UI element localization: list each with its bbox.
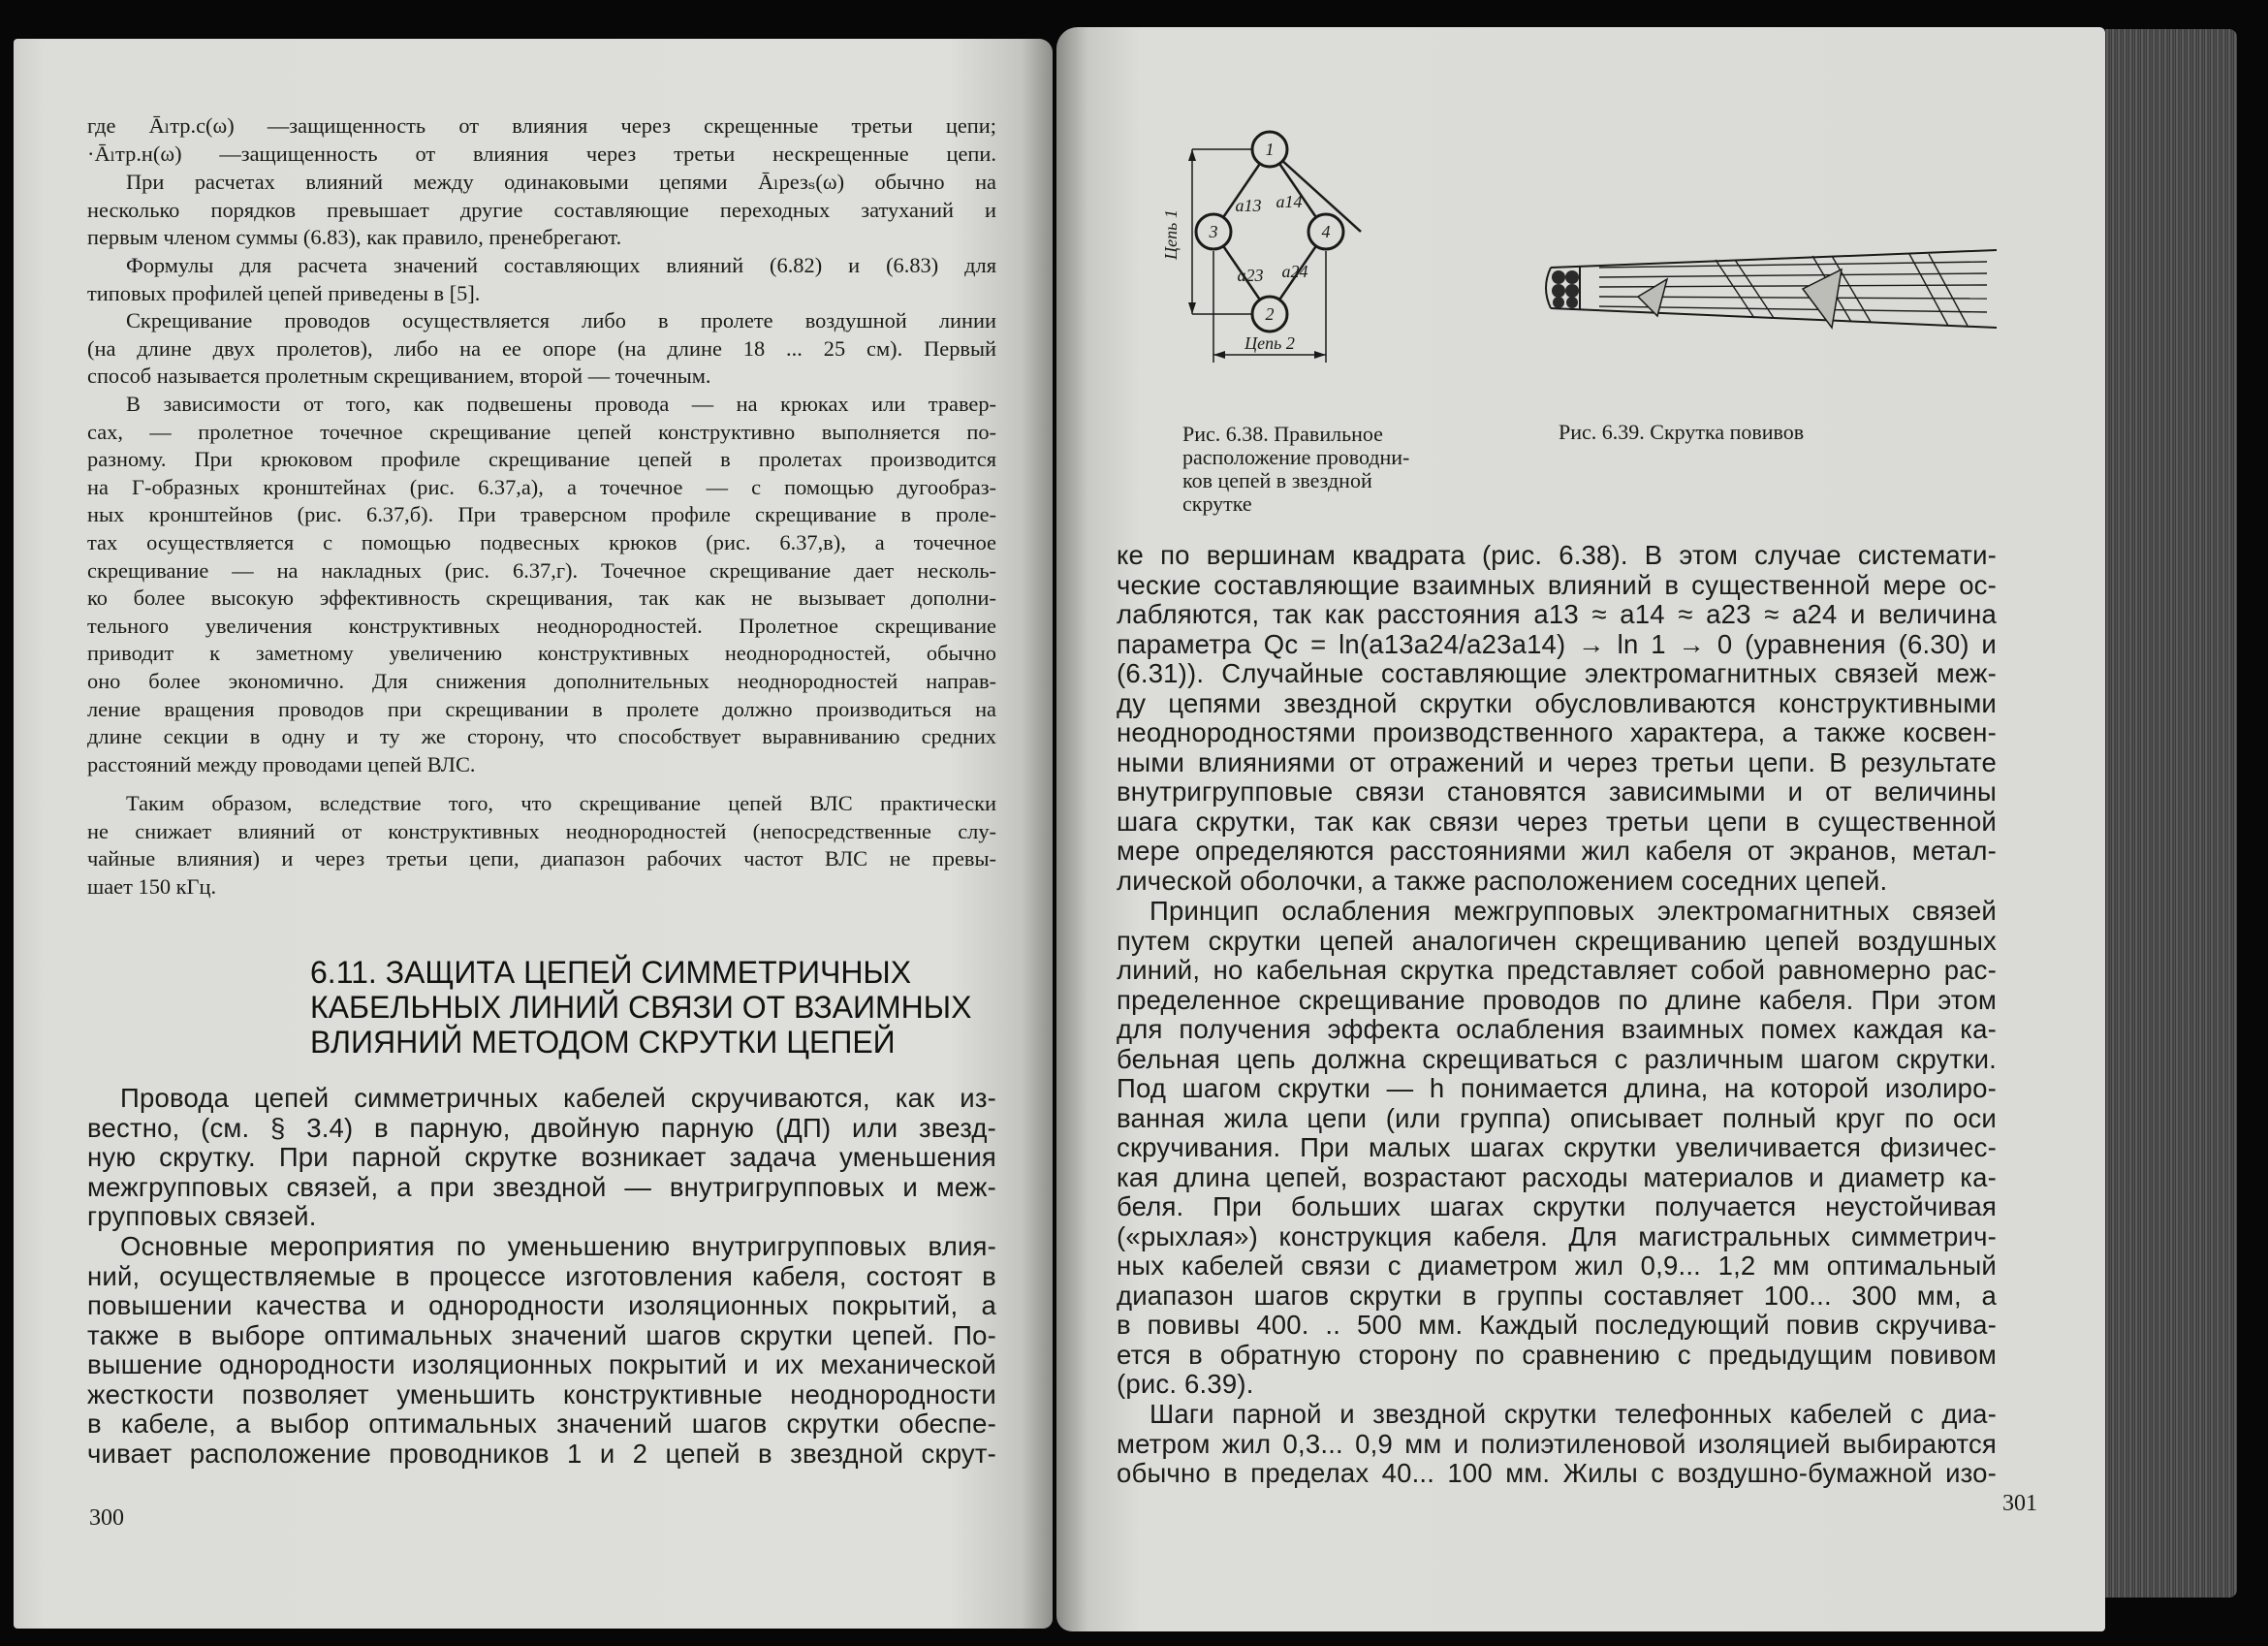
text-line: приводит к заметному увеличению конструктивных неоднородностей, обычно — [87, 641, 996, 666]
text-line: Основные мероприятия по уменьшению внутригрупповых влия- — [120, 1231, 996, 1261]
text-line: способ называется пролетным скрещиванием, второй — точечным. — [87, 364, 711, 389]
caption-line: скрутке — [1182, 491, 1252, 516]
text-line: для получения эффекта ослабления взаимных помех каждая ка- — [1117, 1014, 1997, 1044]
para-top — [87, 112, 996, 168]
distance-label: a14 — [1276, 192, 1303, 211]
text-line: ется в обратную сторону по сравнению с предыдущим повивом — [1117, 1339, 1997, 1370]
text-line: кая длина цепей, возрастают расходы материалов и диаметр ка- — [1117, 1161, 1997, 1192]
book-page-edges — [2105, 29, 2237, 1598]
text-line: Принцип ослабления межгрупповых электромагнитных связей — [1150, 896, 1997, 926]
text-line: обычно в пределах 40... 100 мм. Жилы с воздушно-бумажной изо- — [1117, 1458, 1997, 1488]
para-r2 — [1117, 897, 1997, 1400]
text-line: жесткости позволяет уменьшить конструктивные неоднородности — [87, 1378, 996, 1409]
text-line: внутригрупповые связи становятся зависимыми и от величины — [1117, 776, 1997, 807]
para-7 — [87, 1232, 996, 1469]
text-line: пределенное скрещивание проводов по длине кабеля. При этом — [1117, 984, 1997, 1015]
text-line: длине секции в одну и ту же сторону, что способствует выравниванию средних — [87, 724, 996, 749]
text-line: В зависимости от того, как подвешены провода — на крюках или травер- — [126, 392, 996, 416]
text-line: в повивы 400. .. 500 мм. Каждый последующий повив скручива- — [1117, 1310, 1997, 1340]
distance-label: a24 — [1281, 262, 1308, 281]
para-r3 — [1117, 1400, 1997, 1489]
caption-line: Рис. 6.38. Правильное — [1182, 422, 1383, 446]
text-line: линий, но кабельная скрутка представляет собой равномерно рас- — [1117, 955, 1997, 985]
text-line: чивает расположение проводников 1 и 2 цепей в звездной скрут- — [87, 1438, 996, 1469]
node-label: 1 — [1265, 140, 1275, 159]
heading-line: ВЛИЯНИЙ МЕТОДОМ СКРУТКИ ЦЕПЕЙ — [310, 1025, 896, 1060]
page-number: 301 — [2002, 1491, 2037, 1516]
text-line: типовых профилей цепей приведены в [5]. — [87, 280, 481, 305]
text-line: (рис. 6.39). — [1117, 1369, 1254, 1399]
text-line: мере определяются расстояниями жил кабеля от экранов, метал- — [1117, 836, 1997, 866]
para-1 — [87, 169, 996, 252]
text-line: (на длине двух пролетов), либо на ее опоре (на длине 18 ... 25 см). Первый — [87, 335, 996, 361]
node-label: 3 — [1209, 222, 1218, 241]
text-line: скрещивание — на накладных (рис. 6.37,г). Точечное скрещивание дает несколь- — [87, 557, 996, 583]
text-line: ний, осуществляемые в процессе изготовления кабеля, состоят в — [87, 1260, 996, 1291]
para-r1 — [1117, 541, 1997, 896]
text-line: не снижает влияний от конструктивных неоднородностей (непосредственные слу- — [87, 818, 996, 843]
left-page — [14, 39, 1053, 1629]
text-line: диапазон шагов скрутки в группы составляет 100... 300 мм, а — [1117, 1280, 1997, 1311]
para-3 — [87, 307, 996, 391]
circuit-1-label: Цепь 1 — [1161, 209, 1181, 260]
para-6 — [87, 1084, 996, 1232]
text-line: Провода цепей симметричных кабелей скручиваются, как из- — [120, 1083, 996, 1113]
text-line: тах осуществляется с помощью подвесных крюков (рис. 6.37,в), а точечное — [87, 529, 996, 554]
text-line: ко более высокую эффективность скрещивания, так как не вызывает дополни- — [87, 586, 996, 611]
text-line: ду цепями звездной скрутки обусловливаются конструктивными — [1117, 687, 1997, 718]
text-line: ных кабелей связи с диаметром жил 0,9... 1,2 мм оптимальный — [1117, 1250, 1997, 1281]
text-line: ных кронштейнов (рис. 6.37,б). При траверсном профиле скрещивание в проле- — [87, 502, 996, 527]
text-line: Формулы для расчета значений составляющих влияний (6.82) и (6.83) для — [126, 253, 996, 277]
circuit-2-label: Цепь 2 — [1244, 333, 1295, 353]
caption-line: ков цепей в звездной — [1182, 468, 1372, 492]
text-line: скручивания. При малых шагах скрутки увеличивается физичес- — [1117, 1132, 1997, 1162]
text-line: шага скрутки, так как связи через третьи цепи в существенной — [1117, 806, 1997, 837]
text-line: При расчетах влияний между одинаковыми цепями Āₗрезₛ(ω) обычно на — [126, 170, 996, 194]
text-line: вестно, (см. § 3.4) в парную, двойную парную (ДП) или звезд- — [87, 1112, 996, 1143]
text-line: первым членом суммы (6.83), как правило, пренебрегают. — [87, 225, 622, 250]
text-line: лической оболочки, а также расположением соседних цепей. — [1117, 865, 1888, 896]
page-number: 300 — [89, 1505, 124, 1531]
text-line: также в выборе оптимальных значений шагов скрутки цепей. По- — [87, 1319, 996, 1350]
figure-6-39-caption: Рис. 6.39. Скрутка повивов — [1559, 420, 1805, 444]
text-line: ными влияниями от отражений и через третьи цепи. В результате — [1117, 746, 1997, 777]
text-line: на Г-образных кронштейнах (рис. 6.37,а), а точечное — с помощью дугообраз- — [87, 474, 996, 499]
text-line: метром жил 0,3... 0,9 мм и полиэтиленовой изоляцией выбираются — [1117, 1428, 1997, 1459]
text-line: где Āₗтр.с(ω) —защищенность от влияния через скрещенные третьи цепи; — [87, 113, 996, 138]
text-line: ную скрутку. При парной скрутке возникает задача уменьшения — [87, 1142, 996, 1172]
caption-line: расположение проводни- — [1182, 445, 1410, 469]
text-line: неоднородностями производственного характера, а также косвен- — [1117, 717, 1997, 747]
heading-line: 6.11. ЗАЩИТА ЦЕПЕЙ СИММЕТРИЧНЫХ — [310, 955, 912, 990]
text-line: тельного увеличения конструктивных неоднородностей. Пролетное скрещивание — [87, 613, 996, 638]
distance-label: a13 — [1235, 196, 1262, 215]
text-line: в кабеле, а выбор оптимальных значений шагов скрутки обеспе- — [87, 1409, 996, 1439]
text-line: параметра Qc = ln(a13a24/a23a14) → ln 1 → 0 (уравнения (6.30) и — [1117, 628, 1997, 659]
para-5 — [87, 790, 996, 901]
text-line: сах, — пролетное точечное скрещивание цепей конструктивно выполняется по- — [87, 419, 996, 444]
text-line: ческие составляющие взаимных влияний в существенной мере ос- — [1117, 569, 1997, 600]
text-line: чайные влияния) и через третьи цепи, диапазон рабочих частот ВЛС не превы- — [87, 846, 996, 871]
text-line: Шаги парной и звездной скрутки телефонных кабелей с диа- — [1150, 1399, 1997, 1429]
text-line: бельная цепь должна скрещиваться с различным шагом скрутки. — [1117, 1043, 1997, 1074]
text-line: оно более экономично. Для снижения дополнительных неоднородностей направ- — [87, 668, 996, 693]
text-line: разному. При крюковом профиле скрещивание цепей в пролетах производится — [87, 447, 996, 472]
text-line: (6.31)). Случайные составляющие электромагнитных связей меж- — [1117, 658, 1997, 688]
text-line: беля. При больших шагах скрутки получается неустойчивая — [1117, 1191, 1997, 1221]
para-2 — [87, 252, 996, 307]
distance-label: a23 — [1237, 266, 1264, 285]
text-line: несколько порядков превышает другие составляющие переходных затуханий и — [87, 197, 996, 222]
text-line: ление вращения проводов при скрещивании в пролете должно производиться на — [87, 696, 996, 721]
text-line: повышении качества и однородности изоляционных покрытий, а — [87, 1290, 996, 1320]
text-line: Таким образом, вследствие того, что скрещивание цепей ВЛС практически — [126, 791, 996, 815]
text-line: путем скрутки цепей аналогичен скрещиванию цепей воздушных — [1117, 925, 1997, 956]
text-line: расстояний между проводами цепей ВЛС. — [87, 751, 476, 776]
heading-line: КАБЕЛЬНЫХ ЛИНИЙ СВЯЗИ ОТ ВЗАИМНЫХ — [310, 990, 972, 1025]
figure-6-38-diagram — [1161, 120, 1444, 421]
text-line: Скрещивание проводов осуществляется либо в пролете воздушной линии — [126, 308, 996, 332]
text-line: вышение однородности изоляционных покрытий и их механической — [87, 1349, 996, 1379]
text-line: межгрупповых связей, а при звездной — внутригрупповых и меж- — [87, 1171, 996, 1202]
text-line: ванная жила цепи (или группа) описывает полный круг по оси — [1117, 1102, 1997, 1133]
right-page — [1056, 27, 2105, 1631]
text-line: лабляются, так как расстояния a13 ≈ a14 ≈ a23 ≈ a24 и величина — [1117, 599, 1997, 629]
text-line: ·Āₗтр.н(ω) —защищенность от влияния через третьи нескрещенные цепи. — [87, 141, 996, 166]
figure-6-39-cable-illustration — [1541, 221, 2006, 357]
text-line: групповых связей. — [87, 1201, 317, 1231]
text-line: шает 150 кГц. — [87, 873, 217, 899]
text-line: Под шагом скрутки — h понимается длина, на которой изолиро- — [1117, 1073, 1997, 1103]
section-heading — [310, 955, 971, 1060]
para-4 — [87, 391, 996, 778]
text-line: ке по вершинам квадрата (рис. 6.38). В этом случае системати- — [1117, 540, 1997, 570]
figure-6-38-caption — [1182, 423, 1409, 516]
text-line: («рыхлая») конструкция кабеля. Для магистральных симметрич- — [1117, 1220, 1997, 1251]
node-label: 4 — [1321, 222, 1331, 241]
node-label: 2 — [1265, 304, 1275, 324]
